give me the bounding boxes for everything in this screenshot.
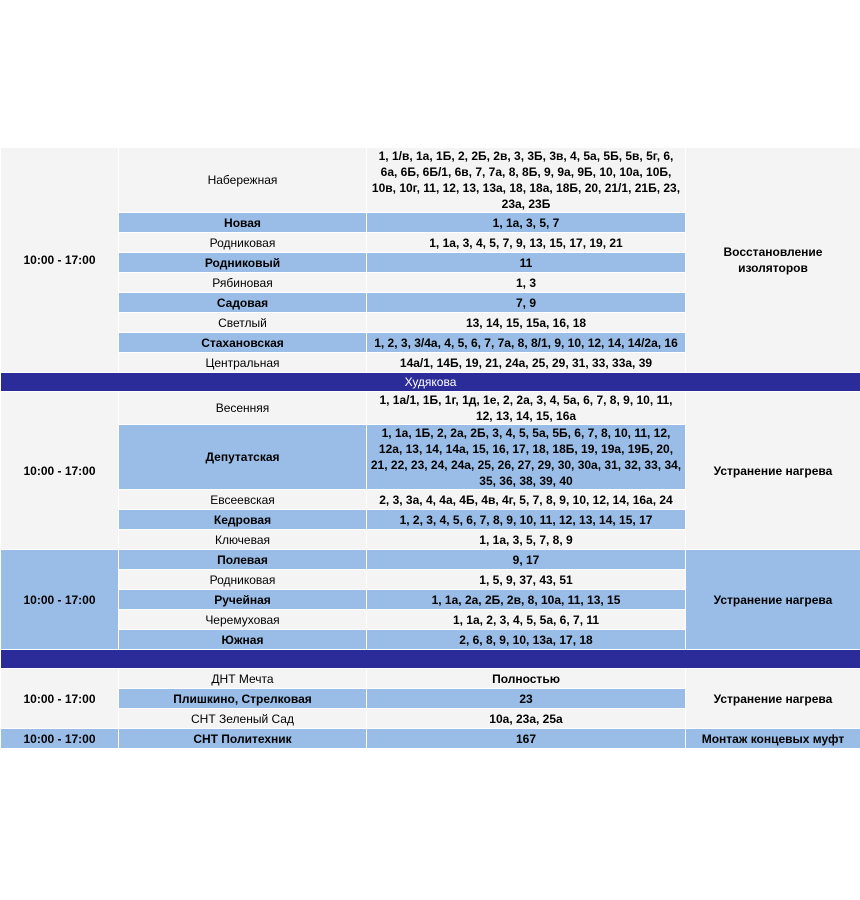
- houses-cell: 167: [367, 729, 686, 749]
- table-row: [1, 729, 860, 749]
- houses-cell: 1, 3: [367, 273, 686, 293]
- time-cell: 10:00 - 17:00: [1, 148, 119, 373]
- street-cell: Ручейная: [119, 590, 367, 610]
- houses-cell: 7, 9: [367, 293, 686, 313]
- houses-cell: 11: [367, 253, 686, 273]
- houses-cell: 1, 1а, 1Б, 2, 2а, 2Б, 3, 4, 5, 5а, 5Б, 6, 7, 8, 10, 11, 12, 12а, 13, 14, 14а, 15, 16, 17, 18, 18Б, 19, 19а, 19Б, 20, 21, 22, 23, 24, 24а, 25, 26, 27, 29, 30, 30а, 31, 32, 33, 34, 35, 36, 38, 39, 40: [367, 425, 686, 490]
- houses-cell: 2, 3, 3а, 4, 4а, 4Б, 4в, 4г, 5, 7, 8, 9, 10, 12, 14, 16а, 24: [367, 490, 686, 510]
- houses-cell: 1, 1а, 3, 5, 7: [367, 213, 686, 233]
- street-cell: Центральная: [119, 353, 367, 373]
- street-cell: ДНТ Мечта: [119, 669, 367, 689]
- houses-cell: 2, 6, 8, 9, 10, 13а, 17, 18: [367, 630, 686, 650]
- street-cell: Рябиновая: [119, 273, 367, 293]
- houses-cell: Полностью: [367, 669, 686, 689]
- houses-cell: 13, 14, 15, 15а, 16, 18: [367, 313, 686, 333]
- table-row: [1, 392, 860, 425]
- street-cell: СНТ Политехник: [119, 729, 367, 749]
- time-cell: 10:00 - 17:00: [1, 729, 119, 749]
- houses-cell: 1, 1а, 3, 5, 7, 8, 9: [367, 530, 686, 550]
- street-cell: Родниковый: [119, 253, 367, 273]
- district-divider-row: [1, 650, 860, 669]
- street-cell: Стахановская: [119, 333, 367, 353]
- houses-cell: 1, 2, 3, 3/4а, 4, 5, 6, 7, 7а, 8, 8/1, 9, 10, 12, 14, 14/2а, 16: [367, 333, 686, 353]
- district-divider-row: [1, 373, 860, 392]
- street-cell: Депутатская: [119, 425, 367, 490]
- houses-cell: 1, 5, 9, 37, 43, 51: [367, 570, 686, 590]
- work-type-cell: Устранение нагрева: [686, 669, 860, 729]
- street-cell: СНТ Зеленый Сад: [119, 709, 367, 729]
- district-label: Худякова: [1, 373, 860, 392]
- street-cell: Полевая: [119, 550, 367, 570]
- street-cell: Весенняя: [119, 392, 367, 425]
- table-row: [1, 669, 860, 689]
- work-type-cell: Устранение нагрева: [686, 392, 860, 550]
- houses-cell: 1, 1а, 3, 4, 5, 7, 9, 13, 15, 17, 19, 21: [367, 233, 686, 253]
- time-cell: 10:00 - 17:00: [1, 392, 119, 550]
- street-cell: Кедровая: [119, 510, 367, 530]
- street-cell: Черемуховая: [119, 610, 367, 630]
- street-cell: Родниковая: [119, 570, 367, 590]
- street-cell: Родниковая: [119, 233, 367, 253]
- street-cell: Плишкино, Стрелковая: [119, 689, 367, 709]
- work-type-cell: Устранение нагрева: [686, 550, 860, 650]
- district-label: [1, 650, 860, 669]
- outage-schedule-table: [0, 147, 860, 749]
- houses-cell: 1, 1а, 2а, 2Б, 2в, 8, 10а, 11, 13, 15: [367, 590, 686, 610]
- table-row: [1, 550, 860, 570]
- houses-cell: 9, 17: [367, 550, 686, 570]
- time-cell: 10:00 - 17:00: [1, 550, 119, 650]
- street-cell: Ключевая: [119, 530, 367, 550]
- houses-cell: 10а, 23а, 25а: [367, 709, 686, 729]
- street-cell: Светлый: [119, 313, 367, 333]
- work-type-cell: Восстановление изоляторов: [686, 148, 860, 373]
- street-cell: Новая: [119, 213, 367, 233]
- work-type-cell: Монтаж концевых муфт: [686, 729, 860, 749]
- houses-cell: 1, 1/в, 1а, 1Б, 2, 2Б, 2в, 3, 3Б, 3в, 4, 5а, 5Б, 5в, 5г, 6, 6а, 6Б, 6Б/1, 6в, 7, 7а, 8, 8Б, 9, 9а, 9Б, 10, 10а, 10Б, 10в, 10г, 11, 12, 13, 13а, 18, 18а, 18Б, 20, 21/1, 21Б, 23, 23а, 23Б: [367, 148, 686, 213]
- street-cell: Набережная: [119, 148, 367, 213]
- houses-cell: 1, 2, 3, 4, 5, 6, 7, 8, 9, 10, 11, 12, 13, 14, 15, 17: [367, 510, 686, 530]
- table-row: [1, 148, 860, 213]
- street-cell: Евсеевская: [119, 490, 367, 510]
- time-cell: 10:00 - 17:00: [1, 669, 119, 729]
- houses-cell: 1, 1а/1, 1Б, 1г, 1д, 1е, 2, 2а, 3, 4, 5а, 6, 7, 8, 9, 10, 11, 12, 13, 14, 15, 16а: [367, 392, 686, 425]
- houses-cell: 14а/1, 14Б, 19, 21, 24а, 25, 29, 31, 33, 33а, 39: [367, 353, 686, 373]
- houses-cell: 1, 1а, 2, 3, 4, 5, 5а, 6, 7, 11: [367, 610, 686, 630]
- street-cell: Садовая: [119, 293, 367, 313]
- houses-cell: 23: [367, 689, 686, 709]
- street-cell: Южная: [119, 630, 367, 650]
